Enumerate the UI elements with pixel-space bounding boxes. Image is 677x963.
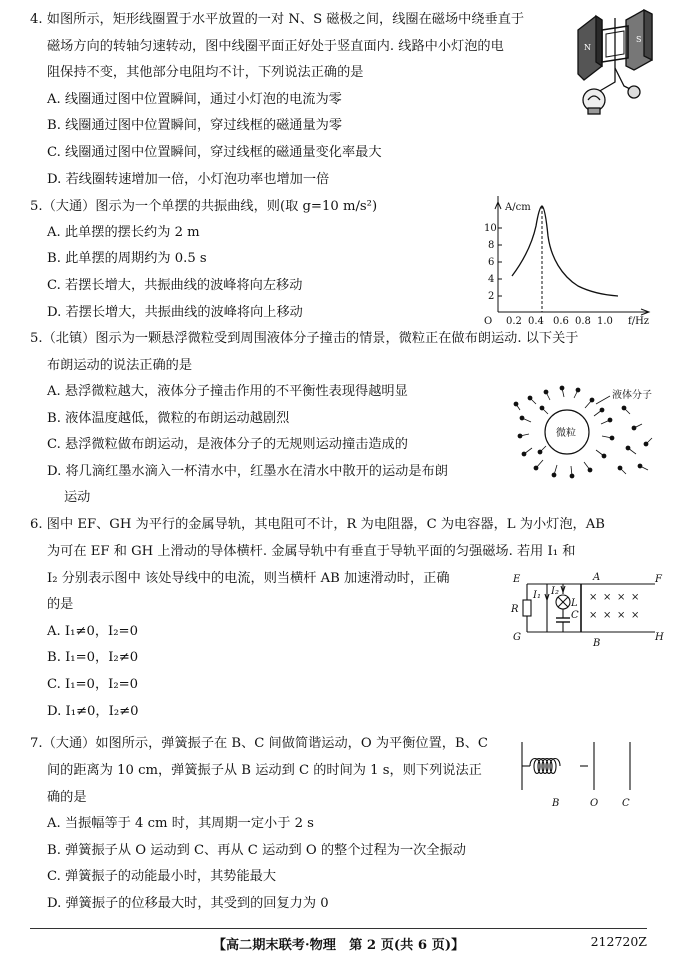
resonance-origin: O [484, 316, 493, 326]
label-b: B [593, 638, 601, 649]
q5b-option-b: B. 液体温度越低，微粒的布朗运动越剧烈 [47, 411, 290, 426]
q4-option-d: D. 若线圈转速增加一倍，小灯泡功率也增加一倍 [47, 172, 330, 187]
svg-text:×: × [603, 592, 612, 603]
svg-text:×: × [603, 610, 612, 621]
q5a-option-b: B. 此单摆的周期约为 0.5 s [47, 251, 207, 266]
q5a-option-a: A. 此单摆的摆长约为 2 m [47, 225, 200, 240]
footer-divider [30, 928, 647, 929]
spring-oscillator-figure [520, 738, 660, 810]
q7-stem-line2: 间的距离为 10 cm，弹簧振子从 B 运动到 C 的时间为 1 s，则下列说法正 [47, 763, 482, 778]
svg-text:N: N [584, 43, 591, 52]
q7-option-d: D. 弹簧振子的位移最大时，其受到的回复力为 0 [47, 896, 329, 911]
spring-coil [530, 759, 560, 774]
svg-text:×: × [617, 610, 626, 621]
resonance-curve-figure [478, 196, 658, 326]
footer-page-info: 【高二期末联考·物理 第 2 页(共 6 页)】 [212, 938, 465, 953]
q4-option-c: C. 线圈通过图中位置瞬间，穿过线框的磁通量变化率最大 [47, 145, 382, 160]
q7-option-a: A. 当振幅等于 4 cm 时，其周期一定小于 2 s [47, 816, 314, 831]
q6-stem-line2: 为可在 EF 和 GH 上滑动的导体横杆. 金属导轨中有垂直于导轨平面的匀强磁场. 若用 I₁ 和 [47, 544, 576, 559]
q5a-option-d: D. 若摆长增大，共振曲线的波峰将向上移动 [47, 305, 303, 320]
q7-stem-line1: 7.（大通）如图所示，弹簧振子在 B、C 间做简谐运动，O 为平衡位置，B、C [30, 736, 488, 751]
particle-label: 微粒 [556, 428, 576, 439]
svg-text:×: × [589, 592, 598, 603]
ytick-label: 8 [488, 240, 495, 251]
circuit-figure [505, 570, 665, 650]
xtick-label: 1.0 [597, 316, 613, 326]
label-a: A [593, 572, 601, 583]
q5b-stem-line2: 布朗运动的说法正确的是 [47, 358, 193, 373]
q4-option-a: A. 线圈通过图中位置瞬间，通过小灯泡的电流为零 [47, 92, 342, 107]
q7-option-c: C. 弹簧振子的动能最小时，其势能最大 [47, 869, 277, 884]
label-b: B [552, 798, 560, 809]
label-i1: I₁ [533, 590, 541, 601]
label-l: L [571, 598, 578, 609]
q5a-stem-line1: 5.（大通）图示为一个单摆的共振曲线，则(取 g=10 m/s²) [30, 199, 378, 214]
q6-option-c: C. I₁=0，I₂=0 [47, 677, 139, 692]
q5b-stem-line1: 5.（北镇）图示为一颗悬浮微粒受到周围液体分子撞击的情景，微粒正在做布朗运动. 以下关于 [30, 331, 579, 346]
q4-stem-line1: 4. 如图所示，矩形线圈置于水平放置的一对 N、S 磁极之间，线圈在磁场中绕垂直于 [30, 12, 525, 27]
ytick-label: 2 [488, 291, 495, 302]
xtick-label: 0.8 [575, 316, 591, 326]
svg-text:×: × [589, 610, 598, 621]
resonance-ylabel: A/cm [505, 202, 531, 213]
resistor-r [523, 600, 531, 616]
svg-text:S: S [636, 35, 642, 44]
label-i2: I₂ [551, 586, 559, 597]
ytick-label: 10 [484, 223, 497, 234]
q6-option-b: B. I₁=0，I₂≠0 [47, 650, 139, 665]
generator-figure [572, 8, 656, 120]
q5b-option-d-cont: 运动 [64, 490, 91, 505]
q4-stem-line2: 磁场方向的转轴匀速转动，图中线圈平面正好处于竖直面内. 线路中小灯泡的电 [47, 39, 504, 54]
xtick-label: 0.2 [506, 316, 522, 326]
xtick-label: 0.6 [553, 316, 569, 326]
q5b-option-d: D. 将几滴红墨水滴入一杯清水中，红墨水在清水中散开的运动是布朗 [47, 464, 448, 479]
q4-stem-line3: 阻保持不变，其他部分电阻均不计，下列说法正确的是 [47, 65, 364, 80]
label-h: H [655, 632, 664, 643]
ytick-label: 4 [488, 274, 495, 285]
label-f: F [655, 574, 662, 585]
q5b-option-a: A. 悬浮微粒越大，液体分子撞击作用的不平衡性表现得越明显 [47, 384, 408, 399]
label-g: G [513, 632, 521, 643]
brownian-figure [512, 378, 660, 482]
q6-stem-line4: 的是 [47, 597, 74, 612]
svg-text:×: × [631, 592, 640, 603]
q7-stem-line3: 确的是 [47, 790, 87, 805]
q6-stem-line1: 6. 图中 EF、GH 为平行的金属导轨，其电阻可不计，R 为电阻器，C 为电容器，L 为小灯泡，AB [30, 517, 605, 532]
q5b-option-c: C. 悬浮微粒做布朗运动，是液体分子的无规则运动撞击造成的 [47, 437, 408, 452]
svg-text:×: × [617, 592, 626, 603]
xtick-label: 0.4 [528, 316, 544, 326]
label-e: E [513, 574, 521, 585]
label-c: C [622, 798, 630, 809]
ytick-label: 6 [488, 257, 495, 268]
label-o: O [590, 798, 599, 809]
resonance-curve [512, 206, 618, 296]
svg-text:×: × [631, 610, 640, 621]
q6-stem-line3: I₂ 分别表示图中 该处导线中的电流，则当横杆 AB 加速滑动时，正确 [47, 571, 450, 586]
q5a-option-c: C. 若摆长增大，共振曲线的波峰将向左移动 [47, 278, 303, 293]
resonance-xlabel: f/Hz [628, 316, 650, 326]
molecule-label: 液体分子 [612, 390, 652, 401]
q6-option-a: A. I₁≠0，I₂=0 [47, 624, 138, 639]
footer-code: 212720Z [590, 934, 647, 949]
label-c: C [571, 610, 579, 621]
q6-option-d: D. I₁≠0，I₂≠0 [47, 704, 139, 719]
q4-option-b: B. 线圈通过图中位置瞬间，穿过线框的磁通量为零 [47, 118, 343, 133]
label-r: R [511, 604, 519, 615]
q7-option-b: B. 弹簧振子从 O 运动到 C、再从 C 运动到 O 的整个过程为一次全振动 [47, 843, 466, 858]
